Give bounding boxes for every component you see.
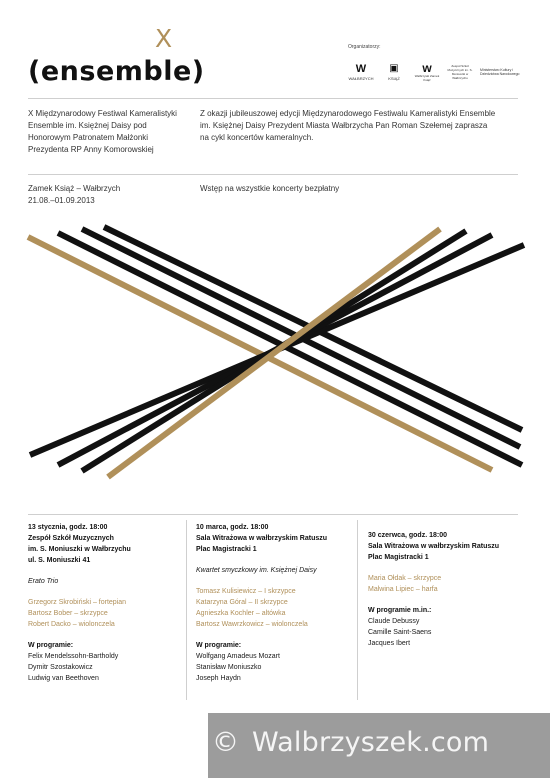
performer: Agnieszka Kochler – altówka (196, 610, 286, 617)
concert-3: 30 czerwca, godz. 18:00 Sala Witrażowa w wałbrzyskim Ratuszu Plac Magistracki 1 Maria Ołdak – skrzypce Malwina Lipiec – harfa W programie m.in.: Claude Debussy Camille Saint-Saens Jacques Ibert (368, 530, 533, 649)
program-label: W programie m.in.: (368, 607, 432, 614)
concerts-divider (28, 514, 518, 515)
concert-2: 10 marca, godz. 18:00 Sala Witrażowa w wałbrzyskim Ratuszu Plac Magistracki 1 Kwartet smyczkowy im. Księżnej Daisy Tomasz Kulisiewicz – I skrzypce Katarzyna Góral – II skrzypce Agnieszka Kochler – altówka Bartosz Wawrzkowicz – wiolonczela W programie: Wolfgang Amadeus Mozart Stanisław Moniuszko Joseph Haydn (196, 522, 366, 684)
concert-venue: Zespół Szkół Muzycznych (28, 535, 114, 542)
organizers-label: Organizatorzy: (348, 44, 381, 50)
concert-date: 30 czerwca, godz. 18:00 (368, 532, 447, 539)
concert-ensemble: Kwartet smyczkowy im. Księżnej Daisy (196, 567, 317, 574)
program-label: W programie: (196, 642, 242, 649)
concert-ensemble: Erato Trio (28, 578, 59, 585)
festival-patronage: X Międzynarodowy Festiwal Kameralistyki Ensemble im. Księżnej Daisy pod Honorowym Patronatem Małżonki Prezydenta RP Anny Komorowskiej (28, 109, 177, 154)
free-entry-note: Wstęp na wszystkie koncerty bezpłatny (200, 184, 340, 193)
performer: Malwina Lipiec – harfa (368, 586, 438, 593)
performer: Bartosz Bober – skrzypce (28, 610, 108, 617)
intro-divider (28, 174, 518, 175)
concert-date: 10 marca, godz. 18:00 (196, 524, 269, 531)
performer: Maria Ołdak – skrzypce (368, 575, 442, 582)
composer: Wolfgang Amadeus Mozart (196, 653, 280, 660)
composer: Felix Mendelssohn-Bartholdy (28, 653, 119, 660)
concert-1: 13 stycznia, godz. 18:00 Zespół Szkół Muzycznych im. S. Moniuszki w Wałbrzychu ul. S. Moniuszki 41 Erato Trio Grzegorz Skrobiński – fortepian Bartosz Bober – skrzypce Robert Dacko – wiolonczela W programie: Felix Mendelssohn-Bartholdy Dymitr Szostakowicz Ludwig van Beethoven (28, 522, 193, 684)
copyright-icon: © (212, 727, 239, 758)
crossed-strings-graphic (0, 215, 550, 490)
column-divider (186, 520, 187, 700)
festival-logo: (ensemble) (28, 56, 205, 87)
organizer-logo-ksiaz: ▣ KSIĄŻ (388, 62, 400, 81)
performer: Tomasz Kulisiewicz – I skrzypce (196, 588, 296, 595)
watermark-text: Walbrzyszek.com (252, 727, 490, 758)
concert-venue: Sala Witrażowa w wałbrzyskim Ratuszu (196, 535, 328, 542)
composer: Joseph Haydn (196, 675, 241, 682)
organizer-logo-ministry: Ministerstwo Kultury i Dziedzictwa Narodowego (480, 67, 520, 76)
performer: Katarzyna Góral – II skrzypce (196, 599, 288, 606)
performer: Grzegorz Skrobiński – fortepian (28, 599, 127, 606)
composer: Dymitr Szostakowicz (28, 664, 93, 671)
composer: Camille Saint-Saens (368, 629, 432, 636)
performer: Robert Dacko – wiolonczela (28, 621, 115, 628)
program-label: W programie: (28, 642, 74, 649)
organizer-logo-zamek: w Wałbrzyski Zamek Książ (414, 61, 440, 82)
column-divider (357, 520, 358, 700)
organizer-logo-school: Zespół Szkół Muzycznych im. S. Moniuszki w Wałbrzychu (447, 64, 473, 80)
festival-venue-dates: Zamek Książ – Wałbrzych 21.08.–01.09.2013 (28, 184, 121, 205)
composer: Stanisław Moniuszko (196, 664, 262, 671)
composer: Ludwig van Beethoven (28, 675, 99, 682)
header-divider (28, 98, 518, 99)
mayor-invitation: Z okazji jubileuszowej edycji Międzynarodowego Festiwalu Kameralistyki Ensemble im. Księżnej Daisy Prezydent Miasta Wałbrzycha Pan Roman Szełemej zaprasza na cykl koncertów kameralnych. (200, 109, 496, 142)
composer: Claude Debussy (368, 618, 420, 625)
concert-date: 13 stycznia, godz. 18:00 (28, 524, 108, 531)
edition-numeral: X (155, 24, 173, 53)
performer: Bartosz Wawrzkowicz – wiolonczela (196, 621, 308, 628)
concert-venue: Sala Witrażowa w wałbrzyskim Ratuszu (368, 543, 500, 550)
composer: Jacques Ibert (368, 640, 411, 647)
organizer-logo-walbrzych: W WAŁBRZYCH (348, 62, 374, 81)
